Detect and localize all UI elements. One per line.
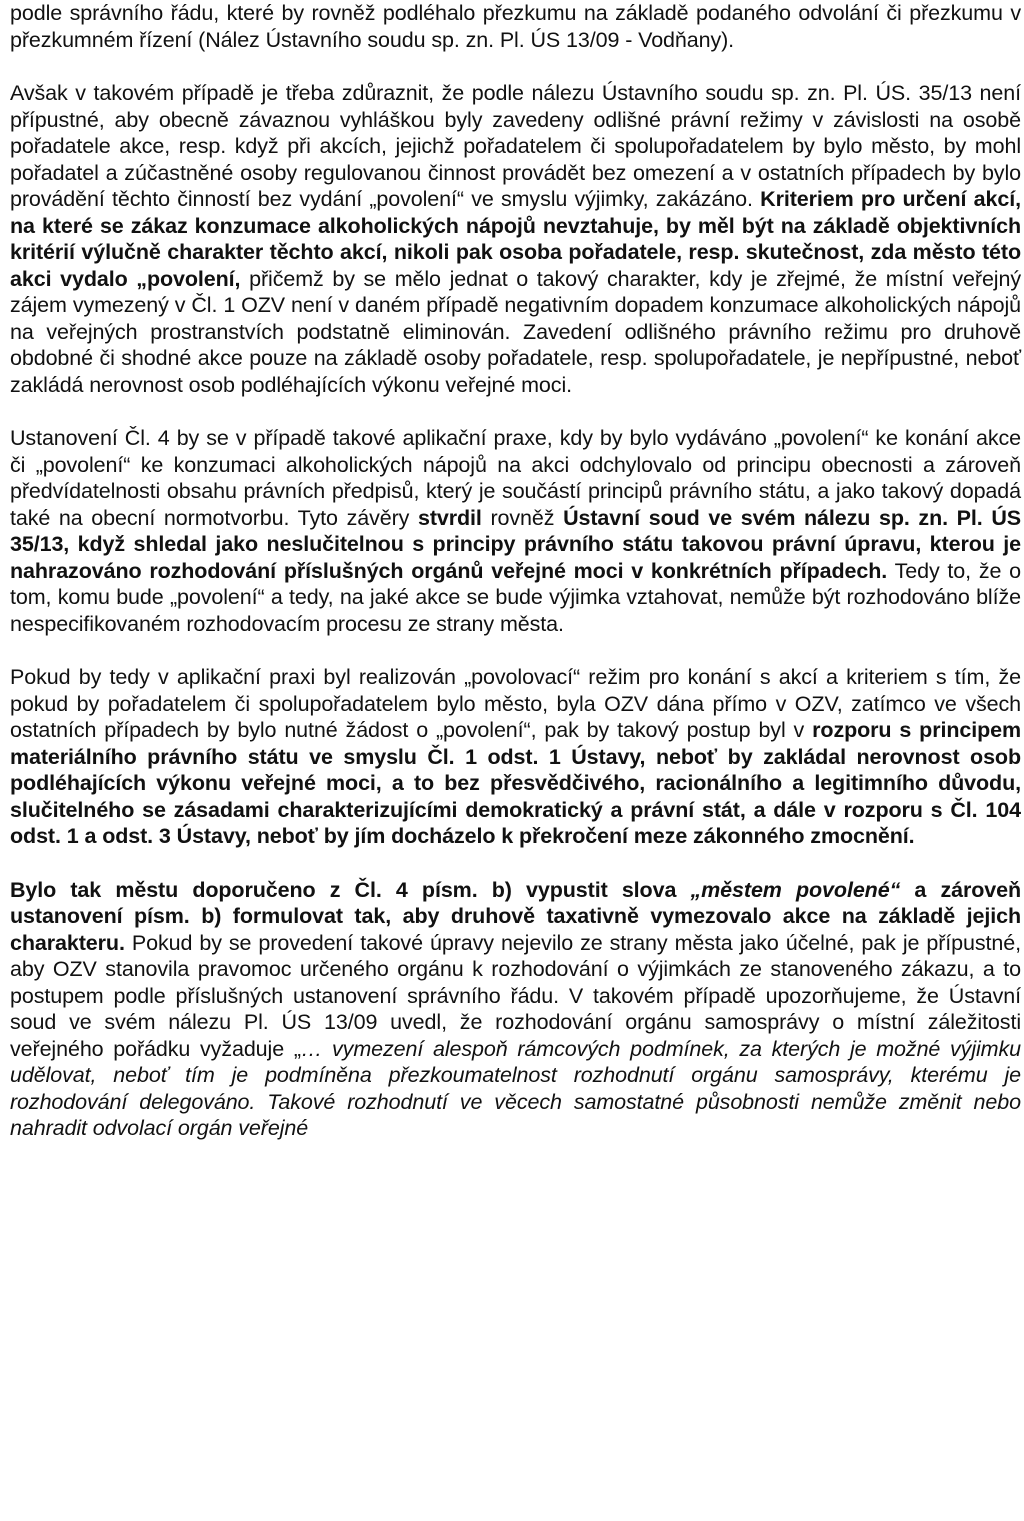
text-run: Kriteriem pro určení akcí, na které se zákaz konzumace alkoholických nápojů nevztahuje, by měl být na základě objektivních kritérií výlučně charakter těchto akcí, nikoli pak osoba pořadatele, resp. skutečnost, zda město této akci vydalo „povolení, xyxy=(10,187,1021,291)
text-run: Pokud by tedy v aplikační praxi byl realizován „povolovací“ režim pro konání s akcí a kriteriem s tím, že pokud by pořadatelem či spolupořadatelem bylo město, byla OZV dána přímo v OZV, zatímco ve všech ostatních případech by bylo nutné žádost o „povolení“, pak by takový postup byl v xyxy=(10,665,1021,742)
text-run: Tedy to, že o tom, komu bude „povolení“ a tedy, na jaké akce se bude výjimka vztahovat, nemůže být rozhodováno blíže nespecifikovaném rozhodovacím procesu ze strany města. xyxy=(10,558,1021,636)
text-run: rovněž xyxy=(481,505,564,530)
text-run: a zároveň ustanovení písm. b) formulovat tak, aby druhově taxativně vymezovalo akce na základě jejich charakteru. xyxy=(10,877,1022,955)
paragraph-gap xyxy=(10,850,1021,877)
text-run: … vymezení alespoň rámcových podmínek, za kterých je možné výjimku udělovat, neboť tím je podmíněna přezkoumatelnost rozhodnutí orgánu samosprávy, kterému je rozhodování delegováno. Takové rozhodnutí ve věcech samostatné působnosti nemůže změnit nebo nahradit odvolací orgán veřejné xyxy=(10,1036,1021,1140)
paragraph-gap xyxy=(10,53,1021,80)
text-run: Bylo tak městu doporučeno z Čl. 4 písm. b) vypustit slova xyxy=(10,877,691,902)
text-run: podle správního řádu, které by rovněž podléhalo přezkumu na základě podaného odvolání či přezkumu v přezkumném řízení (Nález Ústavního soudu sp. zn. Pl. ÚS 13/09 - Vodňany). xyxy=(10,1,1021,52)
paragraph-gap xyxy=(10,398,1021,425)
paragraph-continuation xyxy=(10,0,1021,53)
paragraph-article-4 xyxy=(10,425,1021,637)
text-run: přičemž by se mělo jednat o takový charakter, kdy je zřejmé, že místní veřejný zájem vymezený v Čl. 1 OZV není v daném případě negativním dopadem konzumace alkoholických nápojů na veřejných prostranstvích podstatně eliminován. Zavedení odlišného právního režimu pro druhově obdobné či shodné akce pouze na základě osoby pořadatele, resp. spolupořadatele, je nepřípustné, neboť zakládá nerovnost osob podléhajících výkonu veřejné moci. xyxy=(10,266,1021,397)
text-run: Ustanovení Čl. 4 by se v případě takové aplikační praxe, kdy by bylo vydáváno „povolení“ ke konání akce či „povolení“ ke konzumaci alkoholických nápojů na akci odchylovalo od principu obecnosti a zároveň předvídatelnosti obsahu právních předpisů, který je součástí principů právního státu, a jako takový dopadá také na obecní normotvorbu. Tyto závěry xyxy=(10,426,1021,530)
text-run: Avšak v takovém případě je třeba zdůraznit, že podle nálezu Ústavního soudu sp. zn. Pl. ÚS. 35/13 není přípustné, aby obecně závaznou vyhláškou byly zavedeny odlišné právní režimy v závislosti na osobě pořadatele akce, resp. když při akcích, jejichž pořadatelem či spolupořadatelem by bylo město, by mohl pořadatel a zúčastněné osoby regulovanou činnost provádět bez omezení a v ostatních případech by bylo provádění těchto činností bez vydání „povolení“ ve smyslu výjimky, zakázáno. xyxy=(10,81,1021,211)
text-run: Ústavní soud ve svém nálezu sp. zn. Pl. ÚS 35/13, když shledal jako neslučitelnou s principy právního státu takovou právní úpravu, kterou je nahrazováno rozhodování příslušných orgánů veřejné moci v konkrétních případech. xyxy=(10,505,1021,583)
paragraph-equal-treatment xyxy=(10,80,1021,398)
document-page xyxy=(10,0,1021,1142)
text-run: Pokud by se provedení takové úpravy nejevilo ze strany města jako účelné, pak je přípustné, aby OZV stanovila pravomoc určeného orgánu k rozhodování o výjimkách ze stanoveného zákazu, a to postupem podle příslušných ustanovení správního řádu. V takovém případě upozorňujeme, že Ústavní soud ve svém nálezu Pl. ÚS 13/09 uvedl, že rozhodování orgánu samosprávy o místní záležitosti veřejného pořádku vyžaduje „ xyxy=(10,930,1021,1061)
paragraph-permit-regime xyxy=(10,664,1021,850)
text-run: stvrdil xyxy=(417,505,482,530)
paragraph-gap xyxy=(10,637,1021,664)
paragraph-recommendation xyxy=(10,877,1021,1142)
text-run: rozporu s principem materiálního právního státu ve smyslu Čl. 1 odst. 1 Ústavy, neboť by zakládal nerovnost osob podléhajících výkonu veřejné moci, a to bez přesvědčivého, racionálního a legitimního důvodu, slučitelného se zásadami charakterizujícími demokratický a právní stát, a dále v rozporu s Čl. 104 odst. 1 a odst. 3 Ústavy, neboť by jím docházelo k překročení meze zákonného zmocnění. xyxy=(10,718,1022,848)
text-run: „městem povolené“ xyxy=(690,877,901,902)
